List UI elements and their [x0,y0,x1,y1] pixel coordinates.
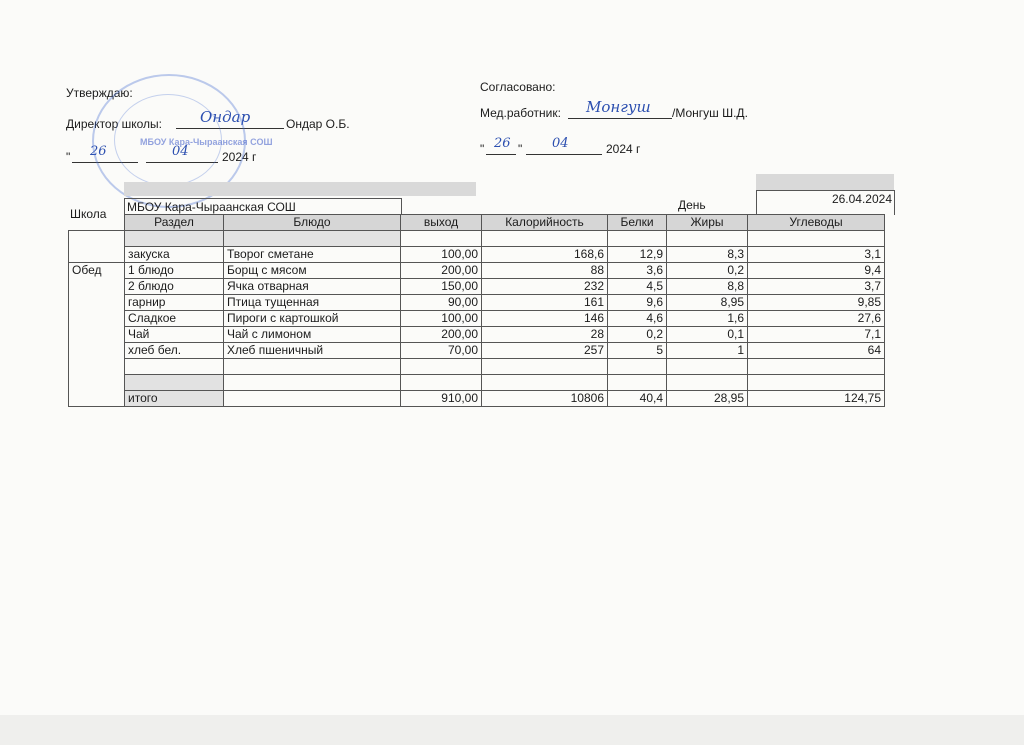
medic-signature-line [568,118,672,119]
row-yield: 100,00 [401,311,482,327]
school-name-cell [124,198,402,215]
approved-heading: Утверждаю: [66,86,133,100]
row-yield: 200,00 [401,263,482,279]
director-label: Директор школы: [66,117,162,131]
row-section: Сладкое [125,311,224,327]
col-header-yield: выход [401,215,482,231]
medic-signature: Монгуш [586,98,651,116]
row-fat: 1 [667,343,748,359]
empty-row [69,375,885,391]
row-kcal: 232 [482,279,608,295]
director-date-year: 2024 г [222,150,257,164]
stamp-text: МБОУ Кара-Чыраанская СОШ [140,137,273,147]
col-header-protein: Белки [608,215,667,231]
row-carbs: 3,7 [748,279,885,295]
medic-date-quote-close: " [518,142,523,156]
director-date-quote: " [66,150,71,164]
col-header-fat: Жиры [667,215,748,231]
row-dish: Борщ с мясом [224,263,401,279]
row-fat: 1,6 [667,311,748,327]
header-band-right [756,174,894,190]
col-header-carbs: Углеводы [748,215,885,231]
scan-bottom-edge [0,715,1024,745]
row-protein: 4,6 [608,311,667,327]
table-row [69,327,885,343]
total-kcal: 10806 [482,391,608,407]
total-label: итого [125,391,224,407]
director-signature: Ондар [200,108,251,126]
table-row [69,295,885,311]
row-dish: Пироги с картошкой [224,311,401,327]
row-kcal: 146 [482,311,608,327]
agreed-heading: Согласовано: [480,80,556,94]
row-protein: 12,9 [608,247,667,263]
row-carbs: 3,1 [748,247,885,263]
row-protein: 5 [608,343,667,359]
row-yield: 70,00 [401,343,482,359]
row-section: закуска [125,247,224,263]
header-band-left [124,182,476,196]
row-dish: Творог сметане [224,247,401,263]
row-dish: Ячка отварная [224,279,401,295]
row-carbs: 9,4 [748,263,885,279]
row-carbs: 9,85 [748,295,885,311]
menu-table [68,214,885,407]
medic-date-year: 2024 г [606,142,641,156]
medic-date-day: 26 [494,136,511,151]
col-header-kcal: Калорийность [482,215,608,231]
row-protein: 3,6 [608,263,667,279]
row-fat: 8,95 [667,295,748,311]
row-fat: 0,2 [667,263,748,279]
school-name: МБОУ Кара-Чыраанская СОШ [127,200,296,214]
row-kcal: 257 [482,343,608,359]
total-protein: 40,4 [608,391,667,407]
row-kcal: 28 [482,327,608,343]
row-section: гарнир [125,295,224,311]
director-date-month: 04 [172,144,189,159]
row-dish: Хлеб пшеничный [224,343,401,359]
table-row [69,311,885,327]
row-kcal: 88 [482,263,608,279]
total-row [69,391,885,407]
table-header-row [69,215,885,231]
table-row [69,247,885,263]
row-carbs: 27,6 [748,311,885,327]
row-yield: 150,00 [401,279,482,295]
spacer-row [69,231,885,247]
row-carbs: 64 [748,343,885,359]
total-yield: 910,00 [401,391,482,407]
date-cell [756,190,895,215]
col-header-dish: Блюдо [224,215,401,231]
menu-date: 26.04.2024 [831,192,892,206]
row-fat: 0,1 [667,327,748,343]
medic-date-month: 04 [552,136,569,151]
row-yield: 90,00 [401,295,482,311]
row-dish: Чай с лимоном [224,327,401,343]
medic-day-line [486,154,516,155]
row-yield: 200,00 [401,327,482,343]
medic-name: /Монгуш Ш.Д. [672,106,748,120]
meal-label: Обед [69,263,125,407]
table-row [69,263,885,279]
row-protein: 0,2 [608,327,667,343]
row-section: 1 блюдо [125,263,224,279]
row-section: Чай [125,327,224,343]
school-label: Школа [70,207,107,221]
medic-date-quote-open: " [480,142,485,156]
director-date-day: 26 [90,144,107,159]
total-carbs: 124,75 [748,391,885,407]
row-section: 2 блюдо [125,279,224,295]
row-fat: 8,8 [667,279,748,295]
row-dish: Птица тущенная [224,295,401,311]
table-row [69,279,885,295]
row-kcal: 168,6 [482,247,608,263]
total-fat: 28,95 [667,391,748,407]
row-yield: 100,00 [401,247,482,263]
col-header-section: Раздел [125,215,224,231]
director-name: Ондар О.Б. [286,117,350,131]
row-carbs: 7,1 [748,327,885,343]
row-fat: 8,3 [667,247,748,263]
medic-label: Мед.работник: [480,106,561,120]
row-section: хлеб бел. [125,343,224,359]
row-protein: 9,6 [608,295,667,311]
table-row [69,343,885,359]
row-protein: 4,5 [608,279,667,295]
empty-row [69,359,885,375]
medic-month-line [526,154,602,155]
day-label: День [678,198,706,212]
row-kcal: 161 [482,295,608,311]
